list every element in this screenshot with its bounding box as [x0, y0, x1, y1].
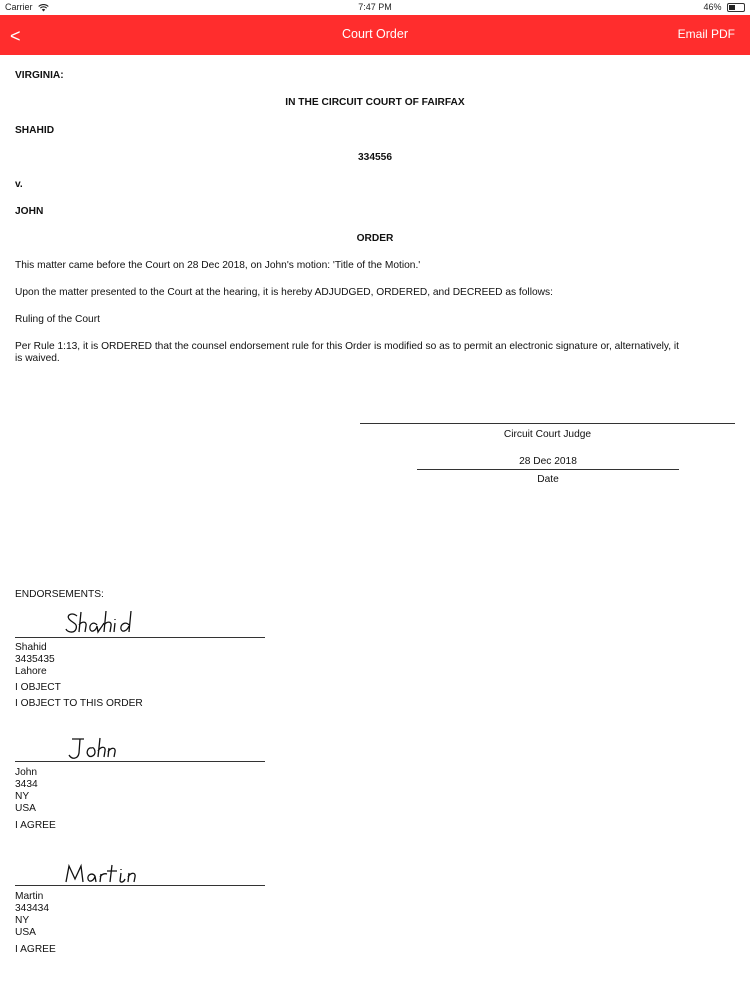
- date-line: [417, 469, 679, 470]
- carrier-text: Carrier: [5, 2, 33, 12]
- signature-graphic: [67, 735, 147, 763]
- endorsement-details: [15, 642, 55, 678]
- judge-label: Circuit Court Judge: [503, 429, 592, 440]
- plaintiff-name: SHAHID: [15, 125, 55, 136]
- endorsement-signature-line: [15, 637, 265, 638]
- order-heading: ORDER: [356, 233, 394, 244]
- battery-icon: [727, 3, 745, 12]
- battery-indicator: [703, 2, 745, 12]
- endorser-name: Martin: [15, 891, 44, 902]
- email-pdf-button[interactable]: Email PDF: [677, 27, 735, 41]
- endorsement-note: I OBJECT TO THIS ORDER: [15, 698, 143, 709]
- endorsements-label: ENDORSEMENTS:: [15, 589, 104, 600]
- endorser-number: 3434: [15, 779, 38, 790]
- status-time: 7:47 PM: [358, 2, 392, 12]
- ruling-text: Ruling of the Court: [15, 314, 100, 325]
- signature-john: [67, 735, 147, 763]
- status-bar: [0, 0, 750, 15]
- judge-signature-line: [360, 423, 735, 424]
- signature-martin: [63, 860, 153, 888]
- endorsement-status: I AGREE: [15, 944, 56, 955]
- endorsement-details: [15, 767, 38, 815]
- endorser-name: Shahid: [15, 642, 47, 653]
- endorser-country: USA: [15, 927, 36, 938]
- state-label: VIRGINIA:: [15, 70, 64, 81]
- signature-graphic: [63, 608, 163, 638]
- back-button[interactable]: <: [10, 26, 21, 46]
- nav-bar: [0, 15, 750, 55]
- signature-graphic: [63, 860, 153, 888]
- page-title: Court Order: [342, 27, 408, 41]
- order-paragraph-2: Upon the matter presented to the Court at the hearing, it is hereby ADJUDGED, ORDERED, and DECREED as follows:: [15, 287, 553, 298]
- order-paragraph-3-line-1: Per Rule 1:13, it is ORDERED that the counsel endorsement rule for this Order is modified so as to permit an electronic signature or, alternatively, it: [15, 341, 679, 352]
- order-paragraph-3-line-2: is waived.: [15, 353, 60, 364]
- endorser-location: NY: [15, 791, 30, 802]
- endorser-location: Lahore: [15, 666, 47, 677]
- endorser-country: USA: [15, 803, 36, 814]
- endorsement-signature-line: [15, 761, 265, 762]
- endorser-number: 343434: [15, 903, 49, 914]
- court-name: IN THE CIRCUIT COURT OF FAIRFAX: [285, 97, 465, 108]
- date-label: Date: [537, 474, 559, 485]
- battery-percent: 46%: [703, 2, 722, 12]
- endorser-location: NY: [15, 915, 30, 926]
- endorsement-details: [15, 891, 49, 939]
- endorsement-status: I OBJECT: [15, 682, 61, 693]
- case-number: 334556: [358, 152, 392, 163]
- endorser-number: 3435435: [15, 654, 55, 665]
- endorsement-signature-line: [15, 885, 265, 886]
- endorser-name: John: [15, 767, 38, 778]
- versus-label: v.: [15, 179, 23, 190]
- order-paragraph-1: This matter came before the Court on 28 Dec 2018, on John's motion: 'Title of the Motion.': [15, 260, 421, 271]
- defendant-name: JOHN: [15, 206, 44, 217]
- order-date: 28 Dec 2018: [519, 456, 577, 467]
- endorsement-status: I AGREE: [15, 820, 56, 831]
- signature-shahid: [63, 608, 163, 638]
